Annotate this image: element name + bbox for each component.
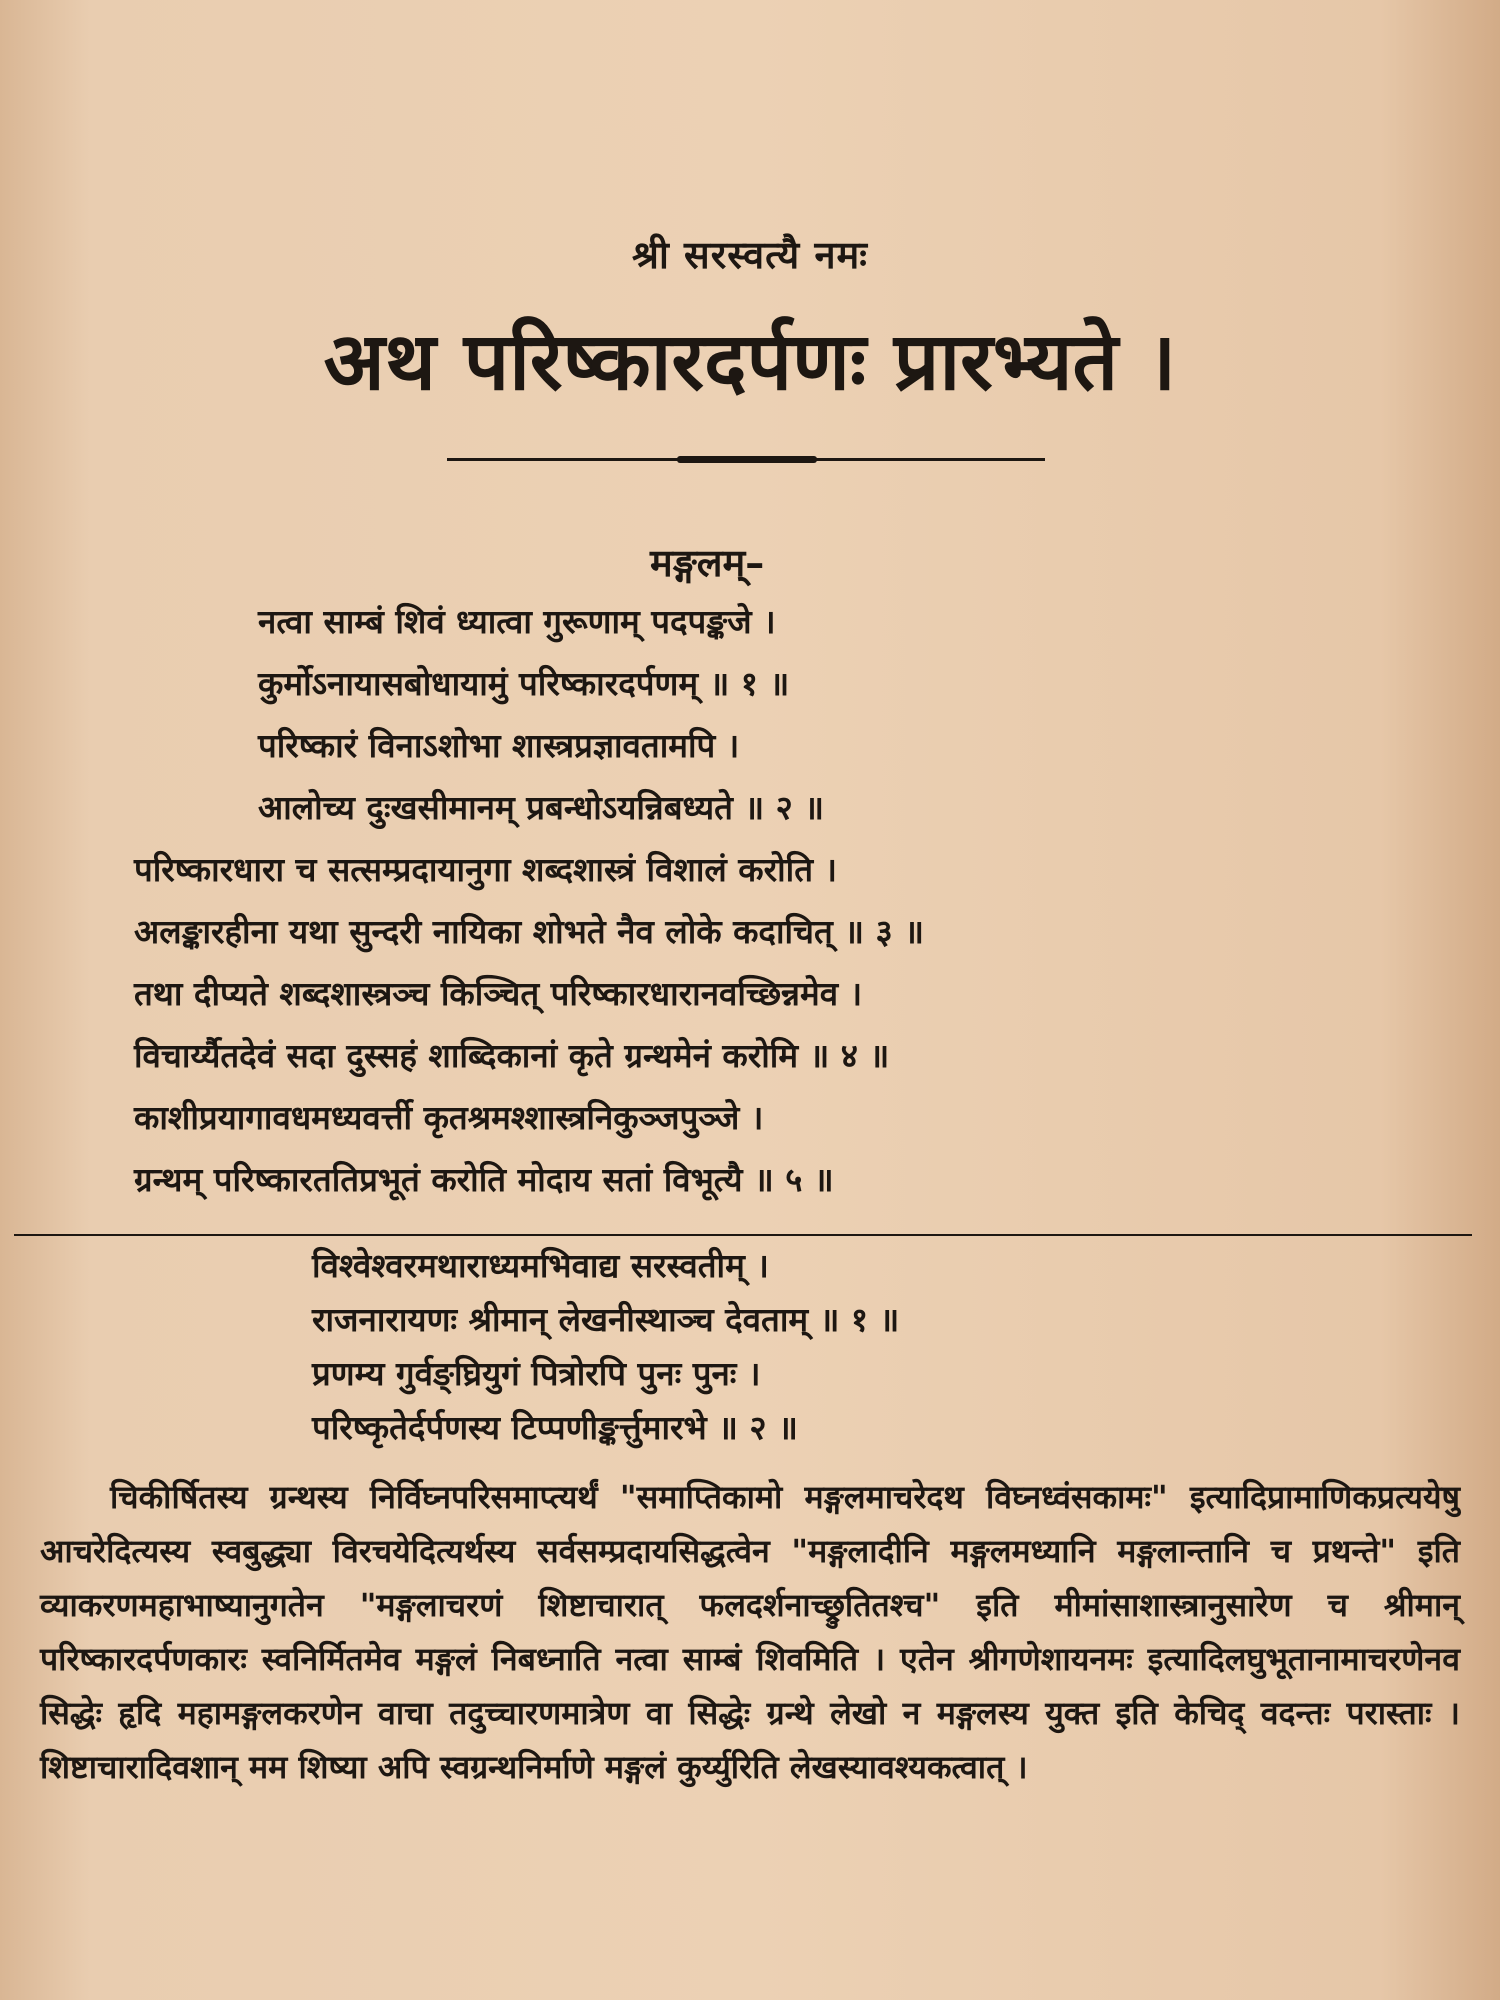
commentary-prose-text: चिकीर्षितस्य ग्रन्थस्य निर्विघ्नपरिसमाप्त्यर्थं "समाप्तिकामो मङ्गलमाचरेदथ विघ्नध्वंसकामः" इत्यादिप्रामाणिकप्रत्ययेषु आचरेदित्यस्य स्वबुद्ध्या विरचयेदित्यर्थस्य सर्वसम्प्रदायसिद्धत्वेन "मङ्गलादीनि मङ्गलमध्यानि मङ्गलान्तानि च प्रथन्ते" इति व्याकरणमहाभाष्यानुगतेन "मङ्गलाचरणं शिष्टाचारात् फलदर्शनाच्छ्रुतितश्च" इति मीमांसाशास्त्रानुसारेण च श्रीमान् परिष्कारदर्पणकारः स्वनिर्मितमेव मङ्गलं निबध्नाति नत्वा साम्बं शिवमिति । एतेन श्रीगणेशायनमः इत्यादिलघुभूतानामाचरणेनव सिद्धेः हृदि महामङ्गलकरणेन वाचा तदुच्चारणमात्रेण वा सिद्धेः ग्रन्थे लेखो न मङ्गलस्य युक्त इति केचिद् वदन्तः परास्ताः । शिष्टाचारादिवशान् मम शिष्या अपि स्वग्रन्थनिर्माणे मङ्गलं कुर्य्युरिति लेखस्यावश्यकत्वात् । <box>40 1478 1460 1786</box>
mangalam-heading: मङ्गलम्– <box>650 541 765 585</box>
section-divider <box>14 1234 1472 1236</box>
mangalam-verse-line: नत्वा साम्बं शिवं ध्यात्वा गुरूणाम् पदपङ्कजे । <box>258 602 776 641</box>
mangalam-verse-line: काशीप्रयागावधमध्यवर्त्ती कृतश्रमश्शास्त्रनिकुञ्जपुञ्जे । <box>134 1098 764 1137</box>
commentary-verse-line: प्रणम्य गुर्वङ्घ्रियुगं पित्रोरपि पुनः पुनः । <box>312 1354 761 1393</box>
commentary-prose <box>40 1470 1460 1794</box>
commentary-verse-line: राजनारायणः श्रीमान् लेखनीस्थाञ्च देवताम् ॥ १ ॥ <box>312 1300 900 1339</box>
mangalam-verse-line: कुर्मोऽनायासबोधायामुं परिष्कारदर्पणम् ॥ १ ॥ <box>258 664 790 703</box>
page-title: अथ परिष्कारदर्पणः प्रारभ्यते । <box>323 315 1177 408</box>
mangalam-verse-line: तथा दीप्यते शब्दशास्त्रञ्च किञ्चित् परिष्कारधारानवच्छिन्नमेव । <box>134 974 863 1013</box>
invocation-line: श्री सरस्वत्यै नमः <box>632 233 868 277</box>
commentary-verse-line: परिष्कृतेर्दर्पणस्य टिप्पणीङ्कर्त्तुमारभे ॥ २ ॥ <box>312 1408 798 1447</box>
mangalam-verse-line: अलङ्कारहीना यथा सुन्दरी नायिका शोभते नैव लोके कदाचित् ॥ ३ ॥ <box>134 912 924 951</box>
mangalam-verse-line: परिष्कारं विनाऽशोभा शास्त्रप्रज्ञावतामपि । <box>258 726 740 765</box>
mangalam-verse-line: परिष्कारधारा च सत्सम्प्रदायानुगा शब्दशास्त्रं विशालं करोति । <box>134 850 837 889</box>
mangalam-verse-line: विचार्य्यैतदेवं सदा दुस्सहं शाब्दिकानां कृते ग्रन्थमेनं करोमि ॥ ४ ॥ <box>134 1036 890 1075</box>
mangalam-verse-line: आलोच्य दुःखसीमानम् प्रबन्धोऽयन्निबध्यते ॥ २ ॥ <box>258 788 825 827</box>
title-ornamental-rule <box>447 458 1045 461</box>
commentary-verse-line: विश्वेश्वरमथाराध्यमभिवाद्य सरस्वतीम् । <box>312 1246 769 1285</box>
mangalam-verse-line: ग्रन्थम् परिष्कारततिप्रभूतं करोति मोदाय सतां विभूत्यै ॥ ५ ॥ <box>134 1160 834 1199</box>
